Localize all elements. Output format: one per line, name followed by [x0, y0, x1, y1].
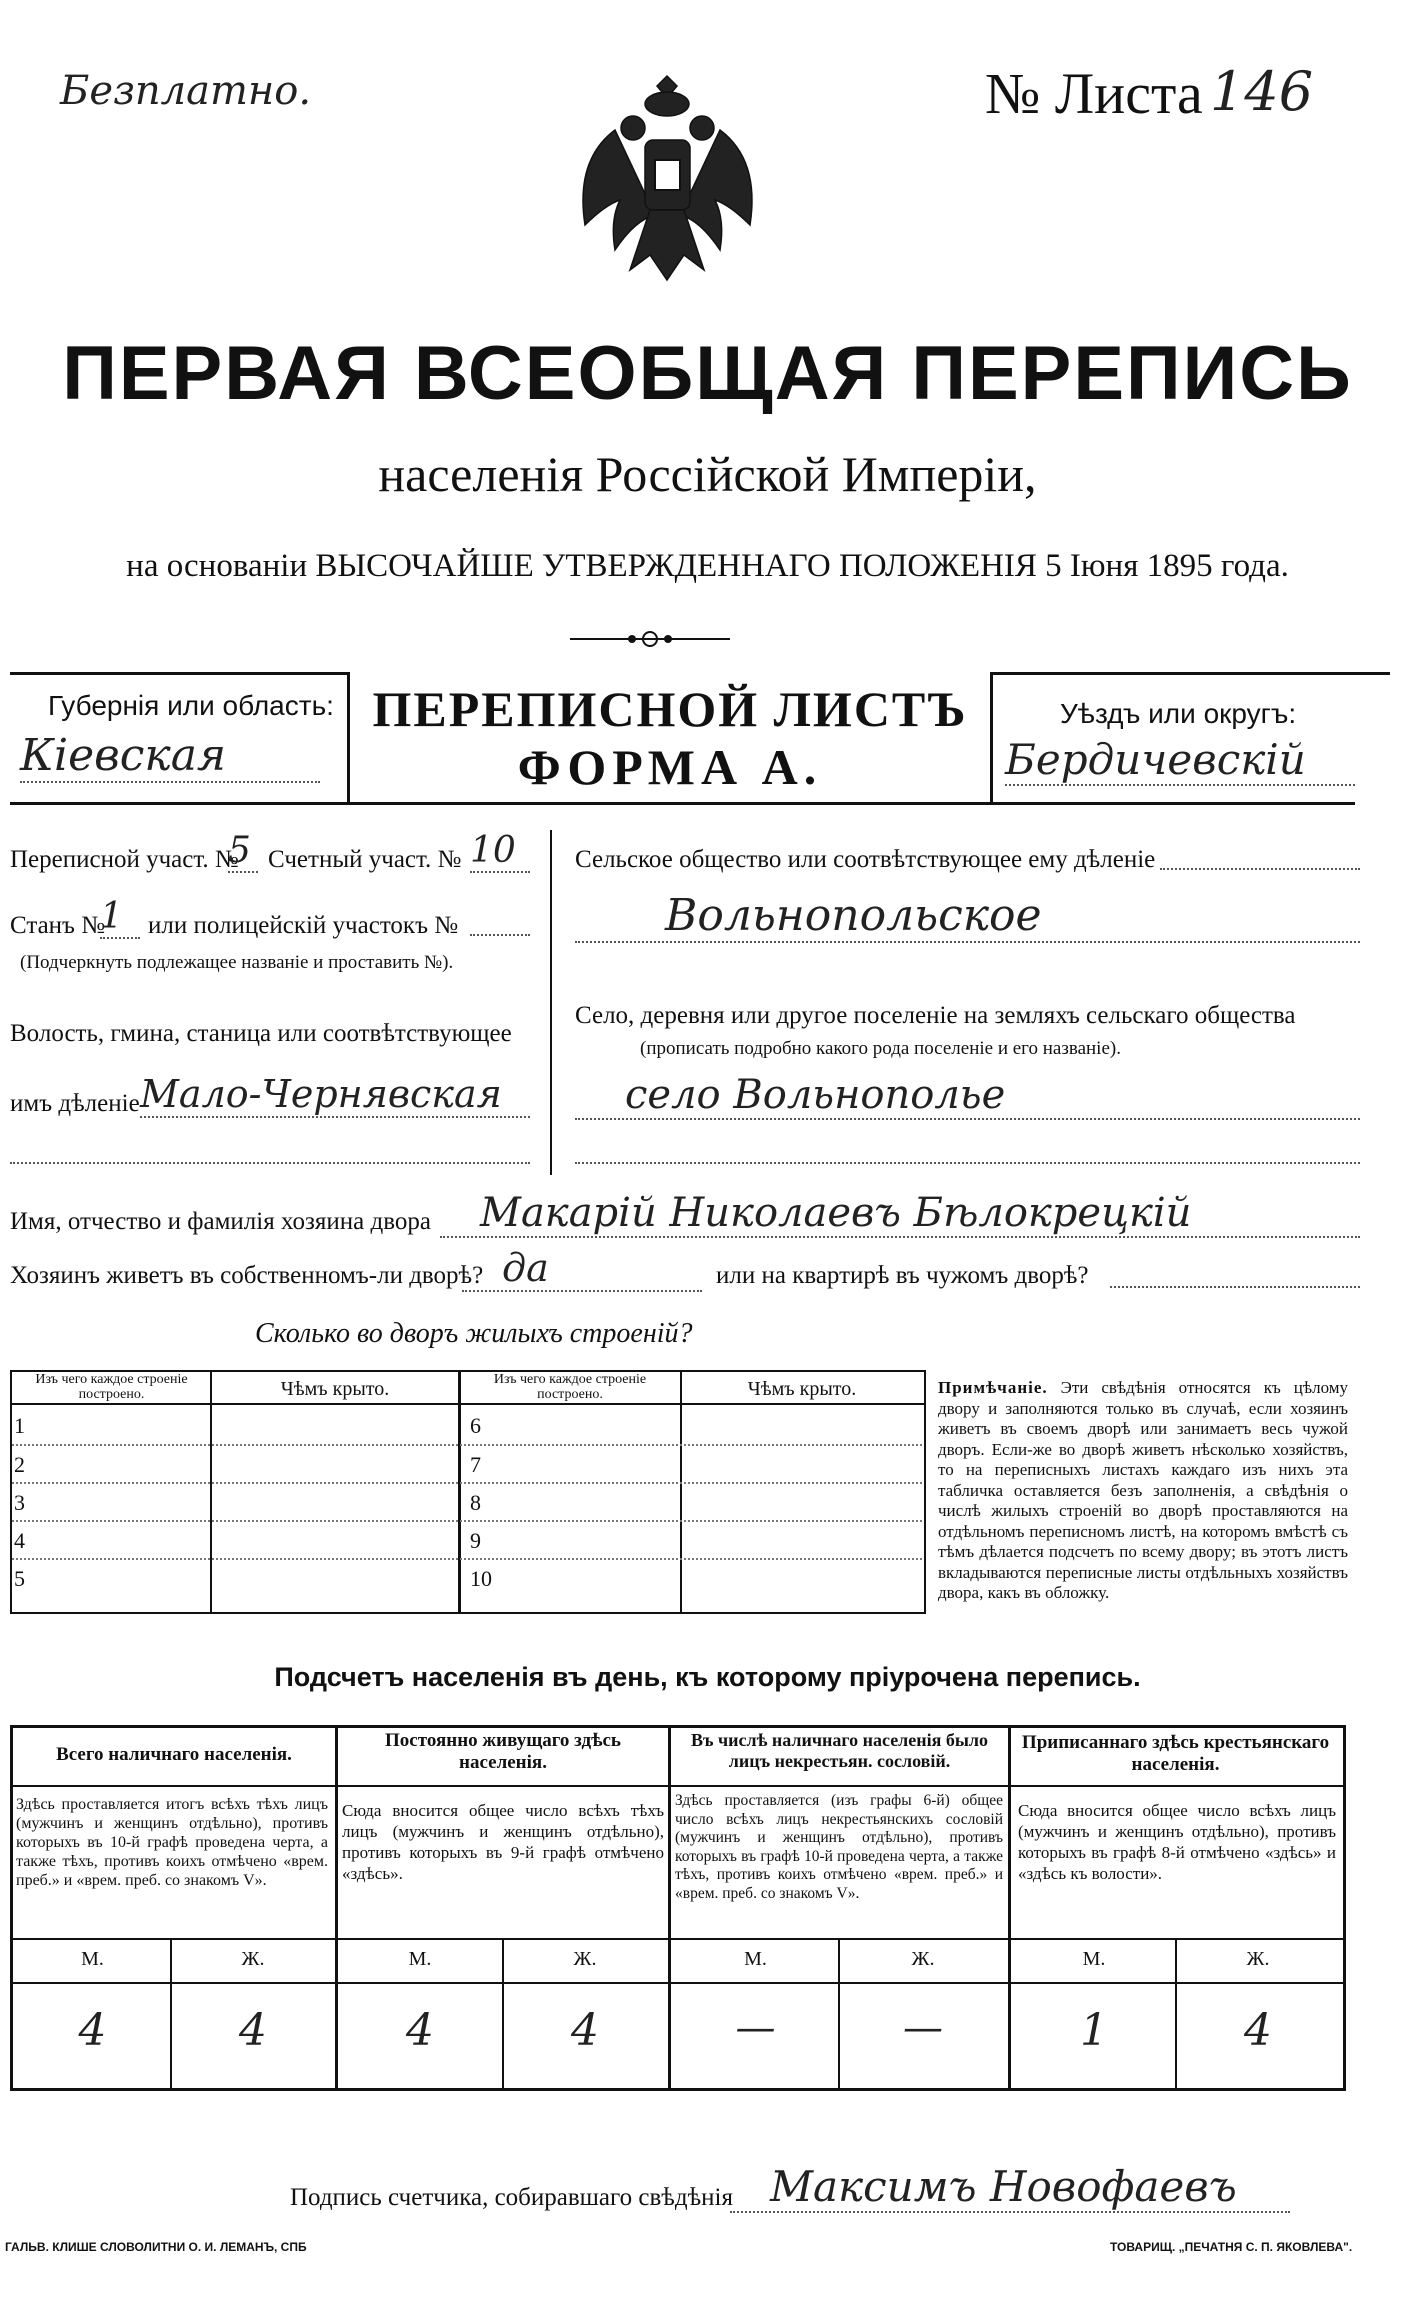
census-district-label: Переписной участ. №	[10, 846, 239, 873]
count-col3-header: Въ числѣ наличнаго населенія было лицъ некрестьян. сословій.	[690, 1730, 989, 1771]
signature-label: Подпись счетчика, собиравшаго свѣдѣнія	[290, 2184, 733, 2211]
count-col1-m-label: М.	[81, 1948, 104, 1970]
police-value-line	[470, 932, 530, 936]
column-divider	[550, 830, 552, 1175]
count-mzh-rule	[10, 1982, 1343, 1984]
header-rule	[10, 802, 1355, 805]
count-col2-m-label: М.	[408, 1948, 432, 1970]
buildings-row-number: 8	[470, 1490, 481, 1515]
buildings-col-line	[210, 1370, 212, 1612]
buildings-row-rule	[12, 1482, 922, 1485]
rent-value-line	[1110, 1284, 1360, 1288]
count-col2-header: Постоянно живущаго здѣсь населенія.	[385, 1730, 621, 1773]
sheet-number-value: 146	[1210, 60, 1314, 123]
society-label-line	[1160, 866, 1360, 870]
count-col3-zh-value: —	[903, 2005, 943, 2051]
buildings-col1-header: Изъ чего каждое строеніе построено.	[35, 1372, 188, 1402]
police-label: или полицейскій участокъ №	[148, 912, 459, 939]
count-col1-m-value: 4	[78, 2005, 107, 2056]
count-col1-zh-label: Ж.	[241, 1948, 265, 1970]
buildings-row-number: 6	[470, 1413, 481, 1438]
count-district-label: Счетный участ. №	[268, 846, 462, 873]
count-col3-desc: Здѣсь проставляется (изъ графы 6-й) общее число всѣхъ лицъ некрестьянскихъ сословій (мужчинъ и женщинъ отдѣльно), противъ которыхъ въ графѣ 10-й проведена черта, а также тѣхъ, противъ коихъ отмѣчено «врем. преб.» и «врем. преб. со знакомъ V».	[675, 1792, 1003, 1902]
buildings-header-rule	[10, 1403, 924, 1405]
buildings-col3-header: Изъ чего каждое строеніе построено.	[493, 1372, 647, 1402]
owner-name-value: Макарій Николаевъ Бѣлокрецкій	[440, 1190, 1360, 1238]
count-col1-desc: Здѣсь проставляется итогъ всѣхъ тѣхъ лицъ (мужчинъ и женщинъ отдѣльно), противъ которыхъ въ 10-й графѣ проведена черта, а также тѣхъ, противъ коихъ отмѣчено «врем. преб.» и «врем. преб. со знакомъ V».	[16, 1796, 328, 1889]
uezd-box-left	[990, 672, 993, 804]
count-col-line	[668, 1725, 671, 2088]
uezd-label: Уѣздъ или округъ:	[1060, 698, 1297, 729]
count-district-value: 10	[470, 830, 530, 873]
count-col4-zh-label: Ж.	[1246, 1948, 1270, 1970]
owner-name-label: Имя, отчество и фамилія хозяина двора	[10, 1208, 431, 1235]
printer-right: ТОВАРИЩ. „ПЕЧАТНЯ С. П. ЯКОВЛЕВА".	[1110, 2240, 1353, 2254]
buildings-row-rule	[12, 1444, 922, 1447]
count-col2-m-value: 4	[406, 2005, 434, 2056]
guberniya-box-top	[10, 672, 350, 675]
volost-label: Волость, гмина, станица или соотвѣтствующее	[10, 1020, 512, 1047]
count-col3-m-label: М.	[744, 1948, 767, 1970]
ornament-divider	[570, 628, 730, 650]
stan-value: 1	[100, 896, 140, 939]
main-title: ПЕРВАЯ ВСЕОБЩАЯ ПЕРЕПИСЬ	[62, 331, 1353, 416]
count-col2-zh-value: 4	[571, 2005, 599, 2056]
buildings-col-line-2	[680, 1370, 682, 1612]
note-block	[938, 1378, 1348, 1604]
volost-label-2: имъ дѣленіе	[10, 1090, 140, 1117]
society-label: Сельское общество или соотвѣтствующее ему дѣленіе	[575, 846, 1156, 873]
buildings-row-number: 7	[470, 1452, 481, 1477]
count-col2-zh-label: Ж.	[573, 1948, 597, 1970]
count-col-line	[1008, 1725, 1011, 2088]
buildings-row-rule	[12, 1520, 922, 1523]
census-district-value: 5	[228, 830, 258, 873]
buildings-row-number: 10	[470, 1566, 492, 1591]
uezd-value: Бердичевскій	[1005, 735, 1355, 786]
guberniya-value: Кіевская	[20, 730, 320, 783]
buildings-row-number: 3	[14, 1490, 25, 1515]
volost-value: Мало-Чернявская	[140, 1072, 530, 1118]
count-col4-header: Приписаннаго здѣсь крестьянскаго населенія.	[1021, 1732, 1330, 1775]
free-label: Безплатно.	[60, 68, 312, 114]
buildings-row-number: 5	[14, 1566, 25, 1591]
count-col1-zh-value: 4	[239, 2005, 267, 2056]
buildings-row-rule	[12, 1558, 922, 1561]
count-col-line	[335, 1725, 338, 2088]
note-text: Эти свѣдѣнія относятся къ цѣлому двору и заполняются только въ случаѣ, если хозяинъ живетъ въ своемъ дворѣ или занимаетъ весь чужой дворъ. Если-же во дворѣ живетъ нѣсколько хозяйствъ, то на переписныхъ листахъ каждаго изъ нихъ эта табличка оставляется безъ заполненія, а свѣдѣнія о числѣ жилыхъ строеній во дворѣ проставляются на отдѣльномъ переписномъ листѣ, на которомъ вмѣстѣ съ тѣмъ дѣлается подсчетъ по всему двору; въ этотъ листъ вкладываются переписные листы отдѣльныхъ хозяйствъ двора, какъ въ обложку.	[938, 1378, 1349, 1602]
own-yard-value: да	[462, 1246, 702, 1292]
buildings-mid-line	[458, 1370, 461, 1612]
guberniya-label: Губернія или область:	[48, 690, 334, 721]
count-col3-m-value: —	[735, 2005, 776, 2051]
own-yard-label: Хозяинъ живетъ въ собственномъ-ли дворѣ?	[10, 1262, 484, 1289]
village-note: (прописать подробно какого рода поселеніе и его названіе).	[640, 1038, 1121, 1059]
count-header-rule	[10, 1785, 1343, 1787]
count-col4-zh-value: 4	[1244, 2005, 1272, 2056]
sheet-form: ФОРМА А.	[517, 739, 823, 795]
count-col2-desc: Сюда вносится общее число всѣхъ тѣхъ лицъ (мужчинъ и женщинъ отдѣльно), противъ которыхъ въ 9-й графѣ отмѣчено «здѣсь».	[342, 1801, 664, 1883]
count-col3-zh-label: Ж.	[911, 1948, 935, 1970]
village-value: село Вольнополье	[575, 1072, 1360, 1120]
left-extra-line	[10, 1160, 530, 1164]
village-label: Село, деревня или другое поселеніе на земляхъ сельскаго общества	[575, 1002, 1296, 1029]
sheet-number-label: № Листа	[985, 61, 1203, 126]
legal-basis: на основаніи ВЫСОЧАЙШЕ УТВЕРЖДЕННАГО ПОЛОЖЕНІЯ 5 Іюня 1895 года.	[126, 548, 1289, 584]
buildings-row-number: 2	[14, 1452, 25, 1477]
count-col1-header: Всего наличнаго населенія.	[56, 1744, 292, 1765]
signature-value: Максимъ Новофаевъ	[730, 2162, 1290, 2213]
note-title: Примѣчаніе.	[938, 1378, 1048, 1397]
count-desc-rule	[10, 1938, 1343, 1940]
buildings-row-number: 1	[14, 1413, 25, 1438]
stan-label: Станъ №	[10, 912, 106, 939]
buildings-row-number: 9	[470, 1528, 481, 1553]
coat-of-arms-emblem	[555, 70, 780, 295]
buildings-col2-header: Чѣмъ крыто.	[280, 1378, 390, 1400]
rent-label: или на квартирѣ въ чужомъ дворѣ?	[716, 1262, 1089, 1289]
subtitle: населенія Россійской Имперіи,	[378, 446, 1037, 502]
count-title: Подсчетъ населенія въ день, къ которому пріурочена перепись.	[274, 1662, 1141, 1692]
buildings-row-number: 4	[14, 1528, 25, 1553]
uezd-box-top	[990, 672, 1390, 675]
sheet-title: ПЕРЕПИСНОЙ ЛИСТЪ	[372, 681, 968, 737]
buildings-table	[10, 1370, 926, 1614]
right-extra-line	[575, 1160, 1360, 1164]
printer-left: ГАЛЬВ. КЛИШЕ СЛОВОЛИТНИ О. И. ЛЕМАНЪ, СПБ	[5, 2240, 307, 2254]
buildings-question: Сколько во дворъ жилыхъ строеній?	[255, 1318, 693, 1349]
count-col4-desc: Сюда вносится общее число всѣхъ лицъ (мужчинъ и женщинъ отдѣльно), противъ которыхъ въ графѣ 8-й отмѣчено «здѣсь» и «здѣсь къ волости».	[1018, 1801, 1336, 1883]
society-value: Вольнопольское	[575, 890, 1360, 943]
count-col4-m-label: М.	[1082, 1948, 1106, 1970]
underline-note: (Подчеркнуть подлежащее названіе и проставить №).	[20, 952, 454, 973]
buildings-col4-header: Чѣмъ крыто.	[747, 1378, 857, 1400]
count-col4-m-value: 1	[1080, 2005, 1108, 2056]
